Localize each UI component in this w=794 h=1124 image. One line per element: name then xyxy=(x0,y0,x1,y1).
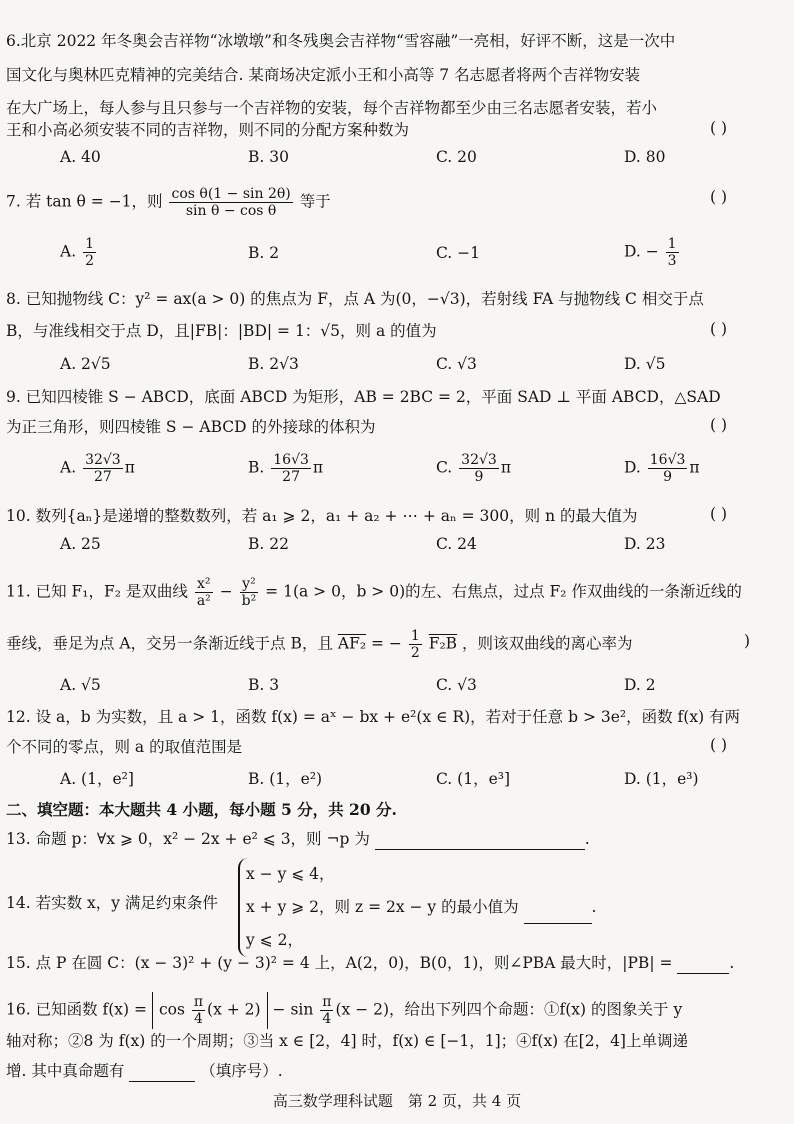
q11-frac-y-den: b² xyxy=(241,593,257,609)
q11-options xyxy=(60,676,754,700)
q9-option-b[interactable] xyxy=(248,452,323,485)
q12-option-b[interactable]: B. (1，e²) xyxy=(248,770,323,788)
q7-answer-paren: ( ) xyxy=(710,188,728,206)
q6-answer-paren: ( ) xyxy=(710,119,728,137)
q14-end: . xyxy=(591,898,597,916)
q6-option-b[interactable]: B. 30 xyxy=(248,148,289,166)
q9-option-d-num: 16√3 xyxy=(649,452,686,468)
q9-option-a-pi: π xyxy=(124,458,135,477)
q6-line-4: 王和小高必须安装不同的吉祥物，则不同的分配方案种数为 xyxy=(6,121,410,139)
q7-suffix: 等于 xyxy=(299,192,331,211)
q12-option-a[interactable]: A. (1，e²] xyxy=(60,770,134,788)
q10-line-1: 10. 数列{aₙ}是递增的整数数列，若 a₁ ⩾ 2，a₁ + a₂ + ⋯ + aₙ = 300，则 n 的最大值为 xyxy=(6,507,638,525)
q9-line-2: 为正三角形，则四棱锥 S − ABCD 的外接球的体积为 xyxy=(6,418,376,436)
q12-option-d[interactable]: D. (1，e³) xyxy=(624,770,699,788)
q11-line-2b: ，则该双曲线的离心率为 xyxy=(462,634,633,653)
q16-abs-arg: (x + 2) xyxy=(207,1000,261,1019)
q14-constraint-3: y ⩽ 2， xyxy=(246,931,303,949)
q16-frac-pi-num: π xyxy=(193,994,204,1010)
section-heading-fill-in: 二、填空题：本大题共 4 小题，每小题 5 分，共 20 分. xyxy=(6,800,397,819)
q7-option-a-den: 2 xyxy=(85,253,94,269)
q11-frac-y-num: y² xyxy=(242,576,256,592)
q11-frac-x-den: a² xyxy=(196,593,211,609)
q16-frac-pi-4 xyxy=(192,994,205,1027)
q14-constraint-1: x − y ⩽ 4， xyxy=(246,865,335,883)
q10-option-b[interactable]: B. 22 xyxy=(248,535,289,553)
q14-constraint-2 xyxy=(246,891,596,924)
q8-answer-paren: ( ) xyxy=(710,320,728,338)
q11-line-1 xyxy=(6,576,754,609)
question-13 xyxy=(6,828,754,850)
q11-eq: = − xyxy=(371,634,402,653)
q8-option-a[interactable]: A. 2√5 xyxy=(60,355,111,373)
q9-options xyxy=(60,452,754,485)
q7-option-d-num: 1 xyxy=(667,236,677,252)
q9-option-d-frac xyxy=(648,452,688,485)
q16-abs-cos: cos xyxy=(158,1000,185,1019)
q6-option-a[interactable]: A. 40 xyxy=(60,148,101,166)
q14-prefix: 14. 若实数 x，y 满足约束条件 xyxy=(6,894,218,912)
q14-constraint-system xyxy=(238,858,596,957)
q9-option-c-num: 32√3 xyxy=(461,452,497,468)
q12-line-1: 12. 设 a，b 为实数，且 a > 1，函数 f(x) = aˣ − bx + e²(x ∈ R)，若对于任意 b > 3e²，函数 f(x) 有两 xyxy=(6,708,741,726)
q16-line-2: 轴对称；②8 为 f(x) 的一个周期；③当 x ∈ [2，4] 时，f(x) ∈ [−1，1]；④f(x) 在[2，4]上单调递 xyxy=(6,1032,688,1050)
q9-option-c[interactable] xyxy=(436,452,511,485)
q8-line-2: B，与准线相交于点 D，且|FB|：|BD| = 1：√5，则 a 的值为 xyxy=(6,322,437,340)
q10-option-a[interactable]: A. 25 xyxy=(60,535,101,553)
q16-line-3b: （填序号）. xyxy=(200,1062,283,1080)
q8-option-d[interactable]: D. √5 xyxy=(624,355,666,373)
q9-option-c-pi: π xyxy=(500,458,512,477)
q9-option-b-pi: π xyxy=(312,458,324,477)
q16-answer-blank[interactable] xyxy=(129,1065,195,1082)
q11-option-a[interactable]: A. √5 xyxy=(60,676,101,694)
q11-option-c[interactable]: C. √3 xyxy=(436,676,477,694)
q7-option-c[interactable]: C. −1 xyxy=(436,244,481,262)
q15-text: 15. 点 P 在圆 C：(x − 3)² + (y − 3)² = 4 上，A(2，0)，B(0，1)，则∠PBA 最大时，|PB| = xyxy=(6,954,673,972)
q7-option-a-num: 1 xyxy=(85,236,94,252)
q11-answer-paren: ) xyxy=(744,632,751,650)
q14-answer-blank[interactable] xyxy=(524,907,592,924)
q11-line-2 xyxy=(6,628,754,661)
q10-option-d[interactable]: D. 23 xyxy=(624,535,666,553)
q11-vector-af2: AF₂ xyxy=(337,634,367,653)
q11-option-d[interactable]: D. 2 xyxy=(624,676,656,694)
q9-option-d[interactable] xyxy=(624,452,700,485)
q16-frac-pi-num-2: π xyxy=(322,994,332,1010)
q9-option-a[interactable] xyxy=(60,452,135,485)
q11-frac-half-num: 1 xyxy=(410,628,420,644)
q6-option-c[interactable]: C. 20 xyxy=(436,148,477,166)
q6-line-3: 在大广场上，每人参与且只参与一个吉祥物的安装，每个吉祥物都至少由三名志愿者安装，若小 xyxy=(6,99,658,117)
q9-option-b-frac xyxy=(271,452,311,485)
q16-frac-pi-den: 4 xyxy=(193,1011,203,1027)
q8-line-1: 8. 已知抛物线 C：y² = ax(a > 0) 的焦点为 F，点 A 为(0，−√3)，若射线 FA 与抛物线 C 相交于点 xyxy=(6,290,704,308)
q7-stem xyxy=(6,186,754,219)
q7-option-d-frac xyxy=(666,236,679,269)
page-footer: 高三数学理科试题 第 2 页，共 4 页 xyxy=(272,1092,522,1110)
q9-option-c-den: 9 xyxy=(474,469,484,485)
q7-options xyxy=(60,236,754,269)
q11-minus: − xyxy=(219,582,233,601)
q9-option-d-pi: π xyxy=(689,458,700,477)
q11-prefix: 11. 已知 F₁，F₂ 是双曲线 xyxy=(6,582,188,601)
q16-line-3a: 增. 其中真命题有 xyxy=(6,1062,125,1080)
q13-text: 13. 命题 p：∀x ⩾ 0，x² − 2x + e² ⩽ 3，则 ¬p 为 xyxy=(6,830,370,848)
q11-frac-x-num: x² xyxy=(197,576,211,592)
q9-option-a-num: 32√3 xyxy=(85,452,121,468)
q16-absolute-value xyxy=(152,992,268,1029)
q12-line-2: 个不同的零点，则 a 的取值范围是 xyxy=(6,738,243,756)
q7-option-d-den: 3 xyxy=(667,253,677,269)
q10-options xyxy=(60,535,754,559)
q6-line-1: 6.北京 2022 年冬奥会吉祥物“冰墩墩”和冬残奥会吉祥物“雪容融”一亮相，好评不断，这是一次中 xyxy=(6,32,676,50)
q16-prefix: 16. 已知函数 f(x) = xyxy=(6,1000,147,1019)
q11-vector-f2b: F₂B xyxy=(428,634,458,653)
q9-line-1: 9. 已知四棱锥 S − ABCD，底面 ABCD 为矩形，AB = 2BC = 2，平面 SAD ⊥ 平面 ABCD，△SAD xyxy=(6,388,721,406)
q9-option-b-den: 27 xyxy=(282,469,300,485)
q7-fraction-num: cos θ(1 − sin 2θ) xyxy=(171,186,291,202)
q12-options xyxy=(60,767,754,791)
q7-fraction xyxy=(169,186,292,219)
q7-option-b[interactable]: B. 2 xyxy=(248,244,280,262)
q16-mid: − sin xyxy=(272,1000,314,1019)
q12-option-c[interactable]: C. (1，e³] xyxy=(436,770,511,788)
q9-option-c-label: C. xyxy=(436,458,453,477)
q13-end: . xyxy=(584,830,590,848)
q9-option-a-label: A. xyxy=(60,458,77,477)
q16-frac-pi-den-2: 4 xyxy=(322,1011,332,1027)
q9-option-b-num: 16√3 xyxy=(273,452,309,468)
q7-option-a-frac xyxy=(83,236,96,269)
q7-option-d[interactable] xyxy=(624,236,681,269)
q11-frac-half-den: 2 xyxy=(410,645,420,661)
q8-option-c[interactable]: C. √3 xyxy=(436,355,477,373)
q9-option-c-frac xyxy=(459,452,499,485)
q15-answer-blank[interactable] xyxy=(677,957,729,974)
q7-option-a[interactable] xyxy=(60,236,98,269)
q10-answer-paren: ( ) xyxy=(710,505,728,523)
q9-option-d-den: 9 xyxy=(663,469,673,485)
q13-answer-blank[interactable] xyxy=(375,833,585,850)
q12-answer-paren: ( ) xyxy=(710,736,728,754)
q7-option-d-label: D. − xyxy=(624,242,659,261)
q11-frac-x xyxy=(195,576,213,609)
q9-option-a-frac xyxy=(83,452,123,485)
q9-option-d-label: D. xyxy=(624,458,641,477)
q6-option-d[interactable]: D. 80 xyxy=(624,148,666,166)
q11-frac-half xyxy=(409,628,422,661)
q16-line-1 xyxy=(6,992,754,1029)
question-15 xyxy=(6,952,754,974)
q6-options xyxy=(60,148,754,172)
q9-answer-paren: ( ) xyxy=(710,416,728,434)
q7-prefix: 7. 若 tan θ = −1，则 xyxy=(6,192,163,211)
q11-line-2a: 垂线，垂足为点 A，交另一条渐近线于点 B，且 xyxy=(6,634,333,653)
q16-frac-pi-4-second xyxy=(320,994,333,1027)
q6-line-2: 国文化与奥林匹克精神的完美结合. 某商场决定派小王和小高等 7 名志愿者将两个吉祥物安装 xyxy=(6,66,641,84)
q15-end: . xyxy=(729,954,735,972)
q11-option-b[interactable]: B. 3 xyxy=(248,676,280,694)
q11-suffix: = 1(a > 0，b > 0)的左、右焦点，过点 F₂ 作双曲线的一条渐近线的 xyxy=(265,582,742,601)
q11-frac-y xyxy=(240,576,259,609)
q10-option-c[interactable]: C. 24 xyxy=(436,535,477,553)
q9-option-b-label: B. xyxy=(248,458,265,477)
q7-fraction-den: sin θ − cos θ xyxy=(185,203,277,219)
q8-options xyxy=(60,355,754,379)
q8-option-b[interactable]: B. 2√3 xyxy=(248,355,299,373)
q16-tail: (x − 2)，给出下列四个命题：①f(x) 的图象关于 y xyxy=(335,1000,683,1019)
q16-line-3 xyxy=(6,1060,754,1082)
q7-option-a-label: A. xyxy=(60,242,77,261)
q9-option-a-den: 27 xyxy=(93,469,112,485)
q14-constraint-2-text: x + y ⩾ 2，则 z = 2x − y 的最小值为 xyxy=(246,898,519,916)
